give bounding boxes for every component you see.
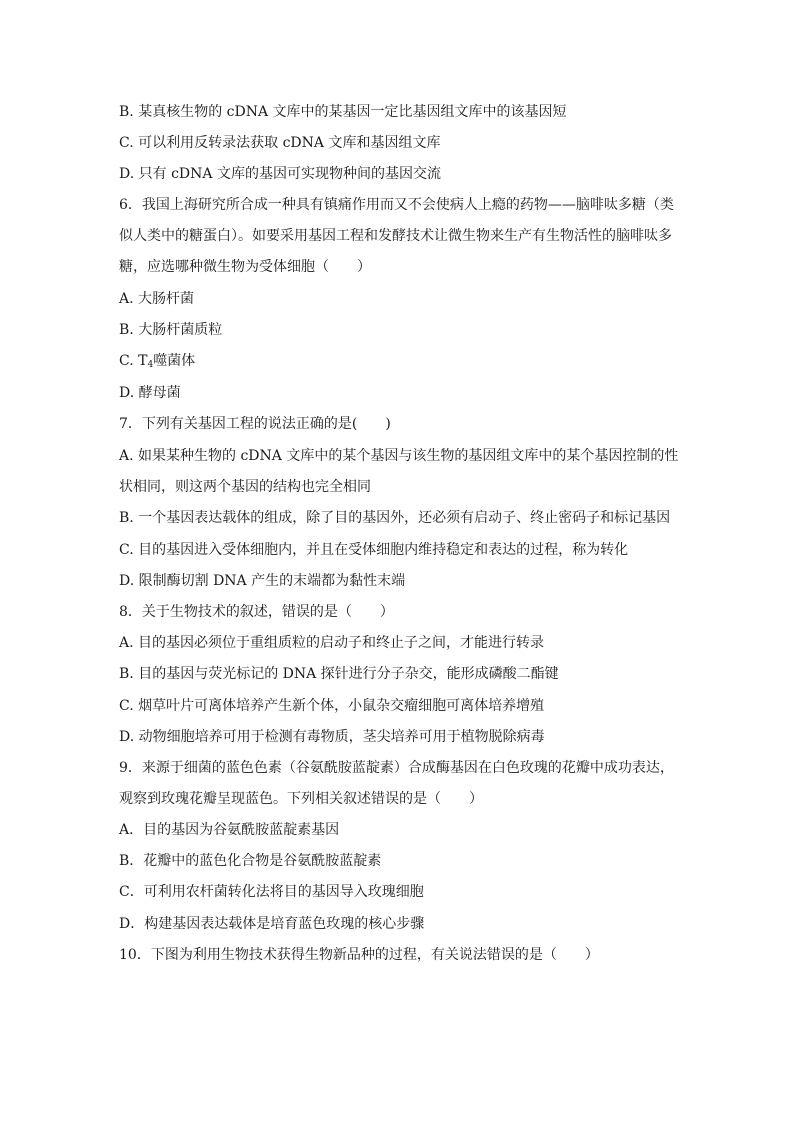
option-7a-line-1: A. 如果某种生物的 cDNA 文库中的某个基因与该生物的基因组文库中的某个基因控制的性 <box>119 448 679 464</box>
question-9-line-1: 9．来源于细菌的蓝色色素（谷氨酰胺蓝靛素）合成酶基因在白色玫瑰的花瓣中成功表达， <box>119 760 674 776</box>
question-6-line-2: 似人类中的糖蛋白）。如要采用基因工程和发酵技术让微生物来生产有生物活性的脑啡呔多 <box>119 228 672 244</box>
option-9b: B．花瓣中的蓝色化合物是谷氨酰胺蓝靛素 <box>119 853 382 869</box>
option-7a-line-2: 状相同，则这两个基因的结构也完全相同 <box>119 479 371 495</box>
option-5b: B. 某真核生物的 cDNA 文库中的某基因一定比基因组文库中的该基因短 <box>119 104 567 120</box>
question-10: 10．下图为利用生物技术获得生物新品种的过程，有关说法错误的是（ ） <box>119 947 599 963</box>
option-8c: C. 烟草叶片可离体培养产生新个体，小鼠杂交瘤细胞可离体培养增殖 <box>119 698 545 714</box>
option-5d: D. 只有 cDNA 文库的基因可实现物种间的基因交流 <box>119 166 441 182</box>
option-8d: D. 动物细胞培养可用于检测有毒物质，茎尖培养可用于植物脱除病毒 <box>119 729 545 745</box>
question-6-line-3: 糖，应选哪种微生物为受体细胞（ ） <box>119 259 371 275</box>
option-7b: B. 一个基因表达载体的组成，除了目的基因外，还必须有启动子、终止密码子和标记基因 <box>119 510 671 526</box>
option-8b: B. 目的基因与荧光标记的 DNA 探针进行分子杂交，能形成磷酸二酯键 <box>119 666 559 682</box>
question-8: 8．关于生物技术的叙述，错误的是（ ） <box>119 604 394 620</box>
option-6c: C. $T_4$噬菌体 <box>119 353 196 370</box>
question-9-line-2: 观察到玫瑰花瓣呈现蓝色。下列相关叙述错误的是（ ） <box>119 791 483 807</box>
option-5c: C. 可以利用反转录法获取 cDNA 文库和基因组文库 <box>119 135 441 151</box>
option-9a: A．目的基因为谷氨酰胺蓝靛素基因 <box>119 822 340 838</box>
option-6a: A. 大肠杆菌 <box>119 291 195 307</box>
option-7c: C. 目的基因进入受体细胞内，并且在受体细胞内维持稳定和表达的过程，称为转化 <box>119 542 629 558</box>
question-7: 7．下列有关基因工程的说法正确的是( ) <box>119 416 391 432</box>
option-6b: B. 大肠杆菌质粒 <box>119 322 223 338</box>
option-9d: D．构建基因表达载体是培育蓝色玫瑰的核心步骤 <box>119 916 425 932</box>
option-7d: D. 限制酶切割 DNA 产生的末端都为黏性末端 <box>119 573 406 589</box>
question-6-line-1: 6．我国上海研究所合成一种具有镇痛作用而又不会使病人上瘾的药物——脑啡呔多糖（类 <box>119 197 674 213</box>
option-6d: D. 酵母菌 <box>119 385 181 401</box>
option-9c: C．可利用农杆菌转化法将目的基因导入玫瑰细胞 <box>119 884 424 900</box>
option-8a: A. 目的基因必须位于重组质粒的启动子和终止子之间，才能进行转录 <box>119 635 545 651</box>
